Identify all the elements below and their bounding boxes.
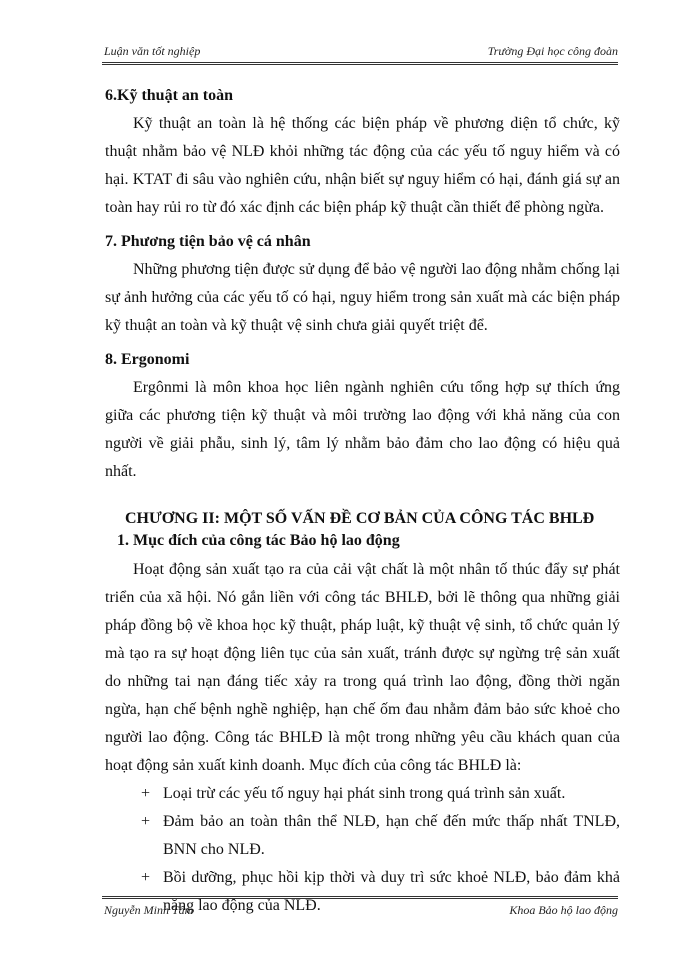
section-paragraph: Kỹ thuật an toàn là hệ thống các biện pháp về phương diện tổ chức, kỹ thuật nhằm bảo vệ NLĐ khỏi những tác động của các yếu tố nguy hiểm và có hại. KTAT đi sâu vào nghiên cứu, nhận biết sự nguy hiểm có hại, đánh giá sự an toàn hay rủi ro từ đó xác định các biện pháp kỹ thuật cần thiết để phòng ngừa. [105,115,620,216]
bullet-mark: + [141,869,151,886]
list-item-text: Bồi dưỡng, phục hồi kịp thời và duy trì sức khoẻ NLĐ, bảo đảm khả năng lao động của NLĐ. [163,869,620,914]
list-item [105,808,620,864]
section-6 [105,82,620,222]
bullet-mark: + [141,813,151,830]
section-paragraph: Những phương tiện được sử dụng để bảo vệ người lao động nhằm chống lại sự ảnh hưởng của các yếu tố có hại, nguy hiểm trong sản xuất mà các biện pháp kỹ thuật an toàn và kỹ thuật vệ sinh chưa giải quyết triệt để. [105,261,620,334]
bullet-mark: + [141,785,151,802]
chapter-title: CHƯƠNG II: MỘT SỐ VẤN ĐỀ CƠ BẢN CỦA CÔNG TÁC BHLĐ [125,510,595,527]
section-title: 6.Kỹ thuật an toàn [105,87,234,104]
footer-right-text: Khoa Bảo hộ lao động [509,903,618,917]
section-7 [105,228,620,340]
header-left-text: Luận văn tốt nghiệp [104,44,201,58]
header-right-text: Trường Đại học công đoàn [487,44,618,58]
subsection-paragraph: Hoạt động sản xuất tạo ra của cải vật chất là một nhân tố thúc đẩy sự phát triển của xã hội. Nó gắn liền với công tác BHLĐ, bởi lẽ thông qua những giải pháp đồng bộ về khoa học kỹ thuật, pháp luật, kỹ thuật vệ sinh, tổ chức quản lý mà tạo ra sự hoạt động liên tục của sản xuất, tránh được sự ngừng trệ sản xuất do những tai nạn đáng tiếc xảy ra trong quá trình lao động, đồng thời ngăn ngừa, hạn chế bệnh nghề nghiệp, hạn chế ốm đau nhằm đảm bảo sức khoẻ cho người lao động. Công tác BHLĐ là một trong những yêu cầu khách quan của hoạt động sản xuất kinh doanh. Mục đích của công tác BHLĐ là: [105,561,620,774]
page-header [102,40,618,65]
list-item [105,780,620,808]
section-title: 7. Phương tiện bảo vệ cá nhân [105,233,311,250]
footer-left-text: Nguyễn Minh Tâm [104,903,194,917]
document-body [105,82,620,920]
section-8 [105,346,620,486]
subsection-title: 1. Mục đích của công tác Bảo hộ lao động [117,532,400,549]
page-footer [102,896,618,925]
section-title: 8. Ergonomi [105,351,190,368]
section-paragraph: Ergônmi là môn khoa học liên ngành nghiên cứu tổng hợp sự thích ứng giữa các phương tiện kỹ thuật và môi trường lao động với khả năng của con người về giải phẫu, sinh lý, tâm lý nhằm bảo đảm cho lao động có hiệu quả nhất. [105,379,620,480]
list-item-text: Đảm bảo an toàn thân thể NLĐ, hạn chế đến mức thấp nhất TNLĐ, BNN cho NLĐ. [163,813,620,858]
list-item-text: Loại trừ các yếu tố nguy hại phát sinh trong quá trình sản xuất. [163,785,566,802]
